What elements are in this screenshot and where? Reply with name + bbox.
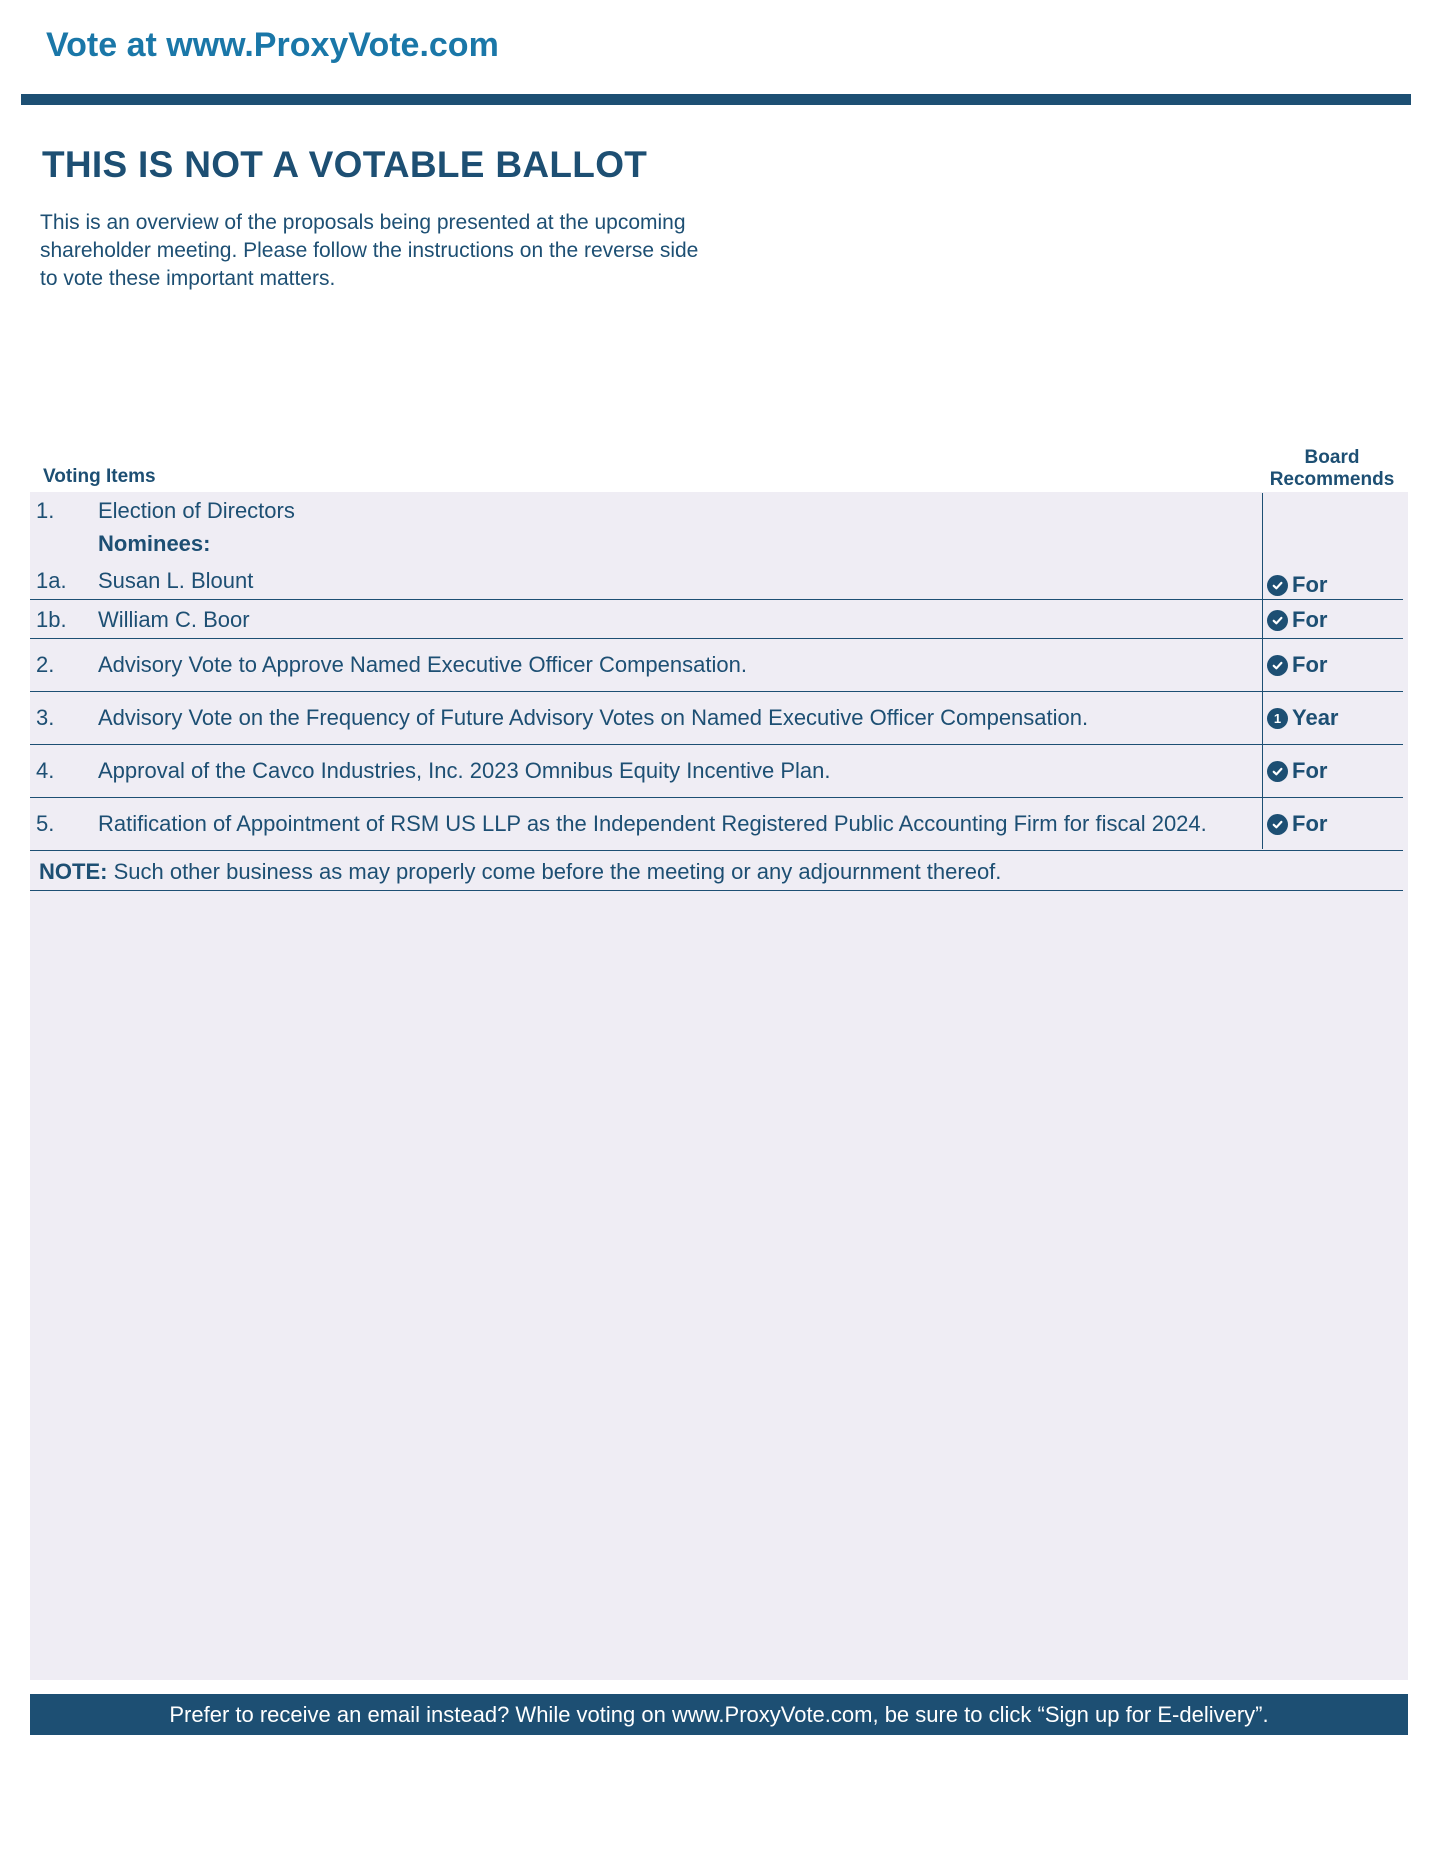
item-number: 4. <box>36 758 55 783</box>
check-circle-icon <box>1267 655 1288 676</box>
check-circle-icon <box>1267 761 1288 782</box>
item-number: 1b. <box>36 607 67 632</box>
recommendation-label: For <box>1292 652 1328 677</box>
vote-at-proxyvote-link[interactable]: Vote at www.ProxyVote.com <box>46 26 499 64</box>
item-text: Election of Directors <box>98 498 295 523</box>
board-recommendation <box>1267 811 1327 837</box>
recommendation-label: For <box>1292 572 1328 597</box>
row-divider <box>30 850 1403 851</box>
voting-items-header: Voting Items <box>43 466 156 487</box>
recommendation-label: For <box>1292 758 1328 783</box>
page-title: THIS IS NOT A VOTABLE BALLOT <box>42 144 648 185</box>
row-divider <box>30 744 1403 745</box>
board-recommendation <box>1267 758 1327 784</box>
item-text: Ratification of Appointment of RSM US LLP as the Independent Registered Public Accounting Firm for fiscal 2024. <box>98 811 1207 836</box>
row-divider <box>30 638 1403 639</box>
frequency-number: 1 <box>1273 710 1282 726</box>
note-line <box>39 859 1001 885</box>
item-number: 2. <box>36 652 55 677</box>
board-recommendation <box>1267 652 1327 678</box>
item-number: 3. <box>36 705 55 730</box>
row-divider <box>30 691 1403 692</box>
check-circle-icon <box>1267 610 1288 631</box>
header-divider <box>21 94 1411 105</box>
row-divider <box>30 890 1403 891</box>
recommendation-label: Year <box>1292 705 1339 730</box>
board-recommendation <box>1267 572 1327 598</box>
item-text: Advisory Vote on the Frequency of Future Advisory Votes on Named Executive Officer Compensation. <box>98 705 1089 730</box>
note-label: NOTE: <box>39 859 108 884</box>
item-number: 1a. <box>36 568 67 593</box>
intro-paragraph: This is an overview of the proposals being presented at the upcoming shareholder meeting. Please follow the instructions on the reverse side to vote these important matters. <box>40 211 699 290</box>
nominees-heading: Nominees: <box>98 531 211 556</box>
board-recommendation <box>1267 607 1327 633</box>
check-circle-icon <box>1267 575 1288 596</box>
board-recommends-header: Board Recommends <box>1269 447 1395 490</box>
row-divider <box>30 599 1403 600</box>
check-circle-icon <box>1267 814 1288 835</box>
recommendation-label: For <box>1292 811 1328 836</box>
board-recommendation <box>1267 705 1339 731</box>
recommendation-column-divider <box>1262 493 1263 849</box>
row-divider <box>30 797 1403 798</box>
item-number: 5. <box>36 811 55 836</box>
e-delivery-footer: Prefer to receive an email instead? While voting on www.ProxyVote.com, be sure to click “Sign up for E-delivery”. <box>30 1694 1408 1735</box>
item-number: 1. <box>36 498 55 523</box>
item-text: William C. Boor <box>98 607 250 632</box>
number-one-circle-icon <box>1267 708 1288 729</box>
note-text: Such other business as may properly come before the meeting or any adjournment thereof. <box>113 859 1002 884</box>
item-text: Advisory Vote to Approve Named Executive Officer Compensation. <box>98 652 747 677</box>
item-text: Susan L. Blount <box>98 568 254 593</box>
item-text: Approval of the Cavco Industries, Inc. 2023 Omnibus Equity Incentive Plan. <box>98 758 831 783</box>
recommendation-label: For <box>1292 607 1328 632</box>
